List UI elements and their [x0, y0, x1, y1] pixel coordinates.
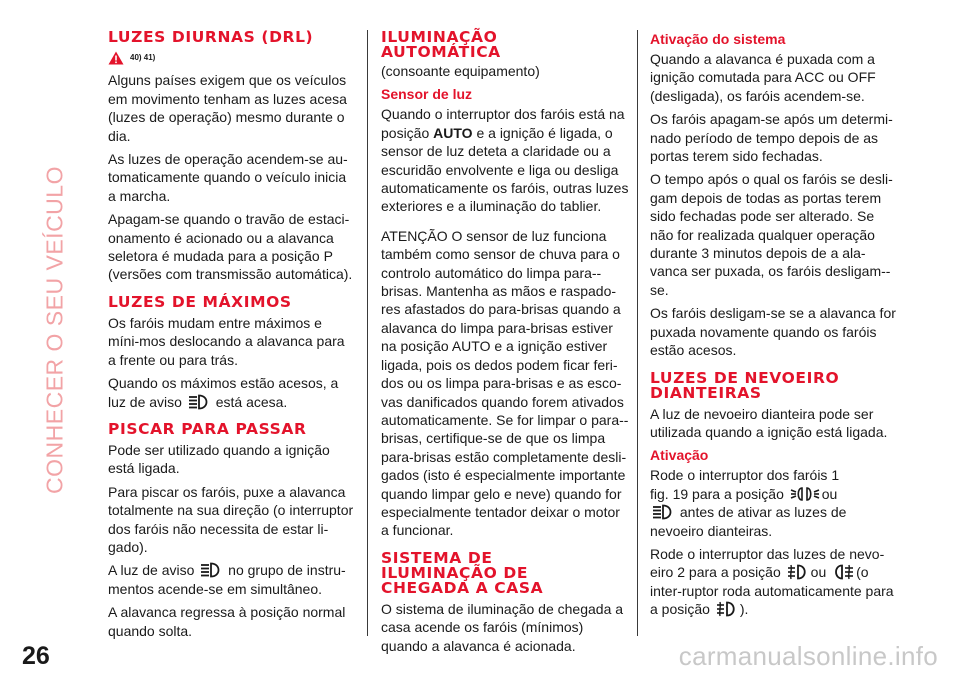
- activation-paragraph: Quando a alavanca é puxada com a ignição comutada para ACC ou OFF (desligada), os faróis acendem-se.: [650, 51, 876, 104]
- light-sensor-heading: Sensor de luz: [381, 86, 473, 103]
- high-beam-paragraph: Quando os máximos estão acesos, a luz de aviso está acesa.: [108, 375, 339, 410]
- fog-lights-paragraph: A luz de nevoeiro dianteira pode ser utilizada quando a ignição está ligada.: [650, 405, 888, 440]
- column-3: [650, 30, 900, 624]
- light-sensor-paragraph: Quando o interruptor dos faróis está na posição AUTO e a ignição é ligada, o sensor de luz deteta a claridade ou a escuridão envolvente e liga ou desliga automaticamente os faróis, outras luzes exteriores e a iluminação do tablier.: [381, 106, 629, 215]
- drl-paragraph: Alguns países exigem que os veículos em movimento tenham as luzes acesa (luzes de operação) mesmo durante o dia.: [108, 72, 347, 144]
- high-beam-icon: [652, 504, 674, 520]
- front-fog-icon: [716, 601, 738, 617]
- flash-paragraph: Pode ser utilizado quando a ignição está ligada.: [108, 441, 330, 477]
- flash-paragraph: Para piscar os faróis, puxe a alavanca totalmente na sua direção (o interruptor dos faróis não necessita de estar li-gado).: [108, 483, 354, 555]
- fog-activation-paragraph: Rode o interruptor dos faróis 1 fig. 19 para a posição ou antes de ativar as luzes de nevoeiro dianteiras.: [650, 467, 847, 539]
- high-beam-heading: LUZES DE MÁXIMOS: [108, 292, 292, 311]
- drl-heading: LUZES DIURNAS (DRL): [108, 28, 314, 46]
- column-2: [381, 30, 631, 660]
- column-1: [108, 30, 356, 645]
- warning-ref-numbers: 40) 41): [130, 53, 156, 62]
- column-divider: [637, 30, 638, 636]
- high-beam-icon: [188, 394, 210, 410]
- fog-activation-paragraph: Rode o interruptor das luzes de nevo-eiro 2 para a posição ou (o inter-ruptor roda automaticamente para a posição ).: [650, 545, 894, 618]
- arrival-lighting-heading: SISTEMA DE ILUMINAÇÃO DE CHEGADA A CASA: [381, 548, 544, 597]
- drl-paragraph: Apagam-se quando o travão de estaci-onamento é acionado ou a alavanca seletora é mudada para a posição P (versões com transmissão automática).: [108, 211, 353, 283]
- warning-triangle-icon: [108, 51, 124, 65]
- flash-heading: PISCAR PARA PASSAR: [108, 419, 307, 438]
- activation-heading: Ativação do sistema: [650, 31, 786, 47]
- arrival-lighting-paragraph: O sistema de iluminação de chegada a casa acende os faróis (mínimos) quando a alavanca é acionada.: [381, 600, 624, 654]
- flash-paragraph: A luz de aviso no grupo de instru-mentos acende-se em simultâneo.: [108, 562, 346, 597]
- page-number: 26: [22, 642, 50, 670]
- high-beam-paragraph: Os faróis mudam entre máximos e míni-mos deslocando a alavanca para a frente ou para trás.: [108, 314, 345, 368]
- activation-paragraph: O tempo após o qual os faróis se desli-gam depois de todas as portas terem sido fechadas pode ser alterado. Se não for realizada qualquer operação durante 3 minutos depois de a ala-vanca ser puxada, os faróis desligam--se.: [650, 171, 893, 298]
- activation-paragraph: Os faróis desligam-se se a alavanca for puxada novamente quando os faróis estão acesos.: [650, 305, 896, 359]
- auto-lighting-subtitle: (consoante equipamento): [381, 63, 540, 79]
- activation-paragraph: Os faróis apagam-se após um determi-nado período de tempo depois de as portas terem sido fechadas.: [650, 111, 893, 165]
- fog-activation-heading: Ativação: [650, 447, 709, 464]
- fog-lights-heading: LUZES DE NEVOEIRO DIANTEIRAS: [650, 368, 840, 402]
- attention-paragraph: ATENÇÃO O sensor de luz funciona também como sensor de chuva para o controlo automático do limpa para--brisas. Mantenha as mãos e raspado-res afastados do para-brisas quando a alavanca do limpa para-brisas estiver na posição AUTO e a ignição estiver ligada, pois os dedos podem ficar feri-dos ou os limpa para-brisas e as esco-vas danificados quando forem ativados automaticamente. Se for limpar o para--brisas, certifique-se de que os limpa para-brisas estão completamente desli-gados (isto é especialmente importante quando limpar gelo e neve) quando for especialmente tentador deixar o motor a funcionar.: [381, 227, 629, 539]
- front-fog-icon: [787, 564, 809, 580]
- warning-reference: [108, 49, 356, 67]
- column-divider: [367, 30, 368, 636]
- flash-paragraph: A alavanca regressa à posição normal quando solta.: [108, 604, 346, 639]
- high-beam-icon: [200, 562, 222, 578]
- drl-paragraph: As luzes de operação acendem-se au-tomaticamente quando o veículo inicia a marcha.: [108, 151, 348, 204]
- auto-lighting-heading: ILUMINAÇÃO AUTOMÁTICA: [381, 28, 501, 61]
- parking-light-icon: [790, 486, 820, 502]
- watermark: carmanualsonline.info: [678, 641, 938, 671]
- rear-fog-icon: [832, 564, 854, 580]
